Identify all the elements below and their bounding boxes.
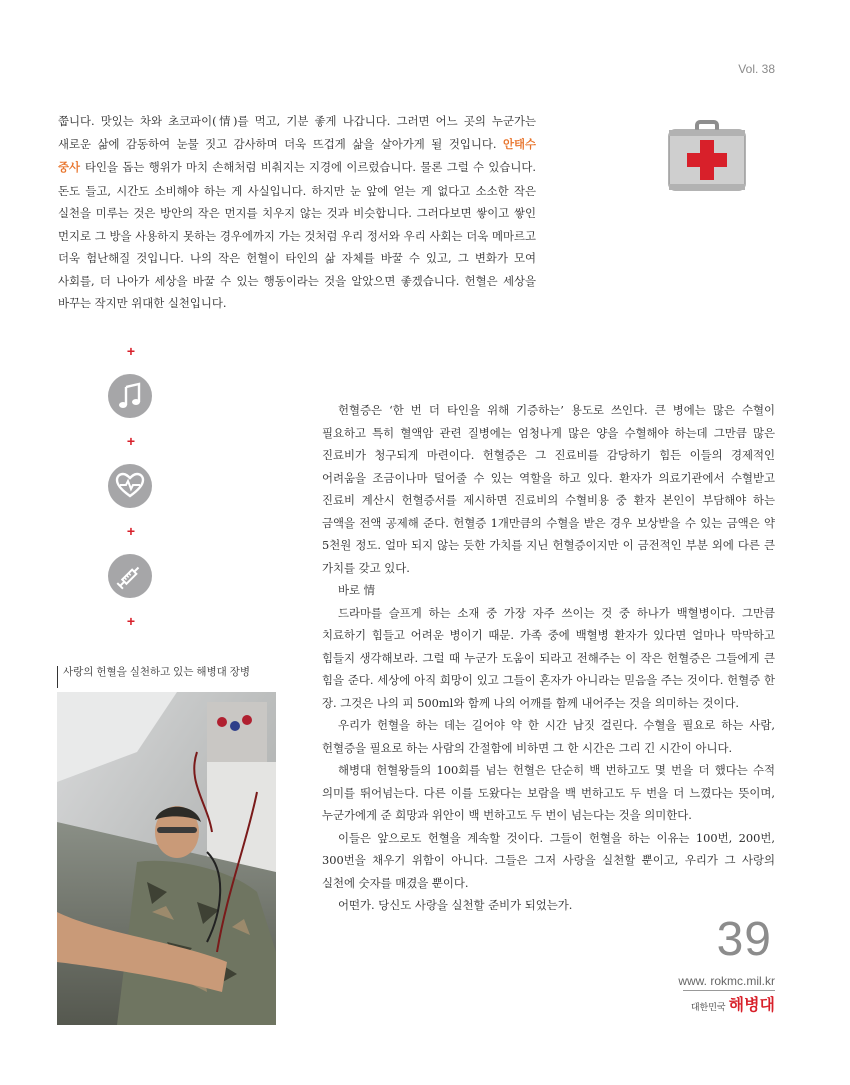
plus-icon: + (126, 433, 136, 449)
article-paragraph: 헌혈증은 ‘한 번 더 타인을 위해 기증하는’ 용도로 쓰인다. 큰 병에는 많은 수혈이 필요하고 특히 혈액암 관련 질병에는 엄청나게 많은 양을 수혈해야 하는데 그만큼 많은 진료비가 청구되게 마련이다. 헌혈증은 그 진료비를 감당하기 힘든 이들의 경제적인 어려움을 조금이나마 덜어줄 수 있는 역할을 하고 있다. 환자가 의료기관에서 수혈받고 진료비 계산시 헌혈증서를 제시하면 진료비의 수혈비용 중 환자 본인이 부담해야 하는 금액을 전액 공제해 준다. 헌혈증 1개만큼의 수혈을 받은 경우 보상받을 수 있는 금액은 약 5천원 정도. 얼마 되지 않는 듯한 가치를 지닌 헌혈증이지만 이 금전적인 부분 외에 다른 큰 가치를 갖고 있다. (322, 403, 775, 575)
website-url: www. rokmc.mil.kr (678, 974, 775, 988)
photo-illustration (57, 692, 276, 1025)
music-note-icon (108, 374, 152, 418)
plus-icon: + (126, 523, 136, 539)
main-article (322, 399, 775, 917)
article-paragraph: 우리가 헌혈을 하는 데는 길어야 약 한 시간 남짓 걸린다. 수혈을 필요로 하는 사람, 헌혈증을 필요로 하는 사람의 간절함에 비하면 그 한 시간은 그리 긴 시간이 아니다. (322, 718, 775, 755)
brand-name: 해병대 (728, 997, 775, 1014)
article-paragraph: 이들은 앞으로도 헌혈을 계속할 것이다. 그들이 헌혈을 하는 이유는 100번, 200번, 300번을 채우기 위함이 아니다. 그들은 그저 사랑을 실천할 뿐이고, 우리가 그 사랑의 실천에 숫자를 매겼을 뿐이다. (322, 830, 775, 890)
top-section (58, 110, 536, 315)
plus-icon: + (126, 343, 136, 359)
article-paragraph: 어떤가. 당신도 사랑을 실천할 준비가 되었는가. (338, 898, 573, 912)
page-number: 39 (716, 913, 772, 966)
first-aid-kit-icon (667, 120, 747, 192)
photo-blood-donation (57, 692, 276, 1025)
speaker-name: 안태수 중사 (58, 138, 537, 174)
article-paragraph: 해병대 헌혈왕들의 100회를 넘는 헌혈은 단순히 백 번하고도 몇 번을 더 했다는 수적 의미를 뛰어넘는다. 다른 이를 도왔다는 보람을 백 번하고도 두 번을 더 느꼈다는 뜻이며, 누군가에게 준 희망과 위안이 백 번하고도 두 번이 넘는다는 것을 의미한다. (322, 763, 775, 822)
heart-pulse-icon (108, 464, 152, 508)
footer-divider (683, 990, 775, 991)
article-paragraph: 드라마를 슬프게 하는 소재 중 가장 자주 쓰이는 것 중 하나가 백혈병이다. 그만큼 치료하기 힘들고 어려운 병이기 때문. 가족 중에 백혈병 환자가 있다면 얼마나 막막하고 힘들지 생각해보라. 그럴 때 누군가 도움이 되라고 전해주는 이 작은 헌혈증은 그들에게 큰 힘을 준다. 세상에 아직 희망이 있고 그들이 혼자가 아니라는 믿음을 주는 것이다. 헌혈증 한 장. 그것은 나의 피 500ml와 함께 나의 어깨를 함께 내어주는 것을 의미하는 것이다. (322, 605, 775, 710)
plus-icon: + (126, 613, 136, 629)
brand-prefix: 대한민국 (690, 1002, 726, 1012)
photo-caption: 사랑의 헌혈을 실천하고 있는 해병대 장병 (57, 666, 250, 688)
speaker-paragraph: 타인을 돕는 행위가 마치 손해처럼 비춰지는 지경에 이르렀습니다. 물론 그럴 수 있습니다. 돈도 들고, 시간도 소비해야 하는 게 사실입니다. 하지만 눈 앞에 얻는 게 없다고 소소한 작은 실천을 미루는 것은 방안의 작은 먼지를 치우지 않는 것과 비슷합니다. 그러다보면 쌓이고 쌓인 먼지로 그 방을 사용하지 못하는 경우에까지 가는 것처럼 우리 정서와 우리 사회는 더욱 메마르고 더욱 험난해질 것입니다. 나의 작은 헌혈이 타인의 삶 자체를 바꿀 수 있고, 그 변화가 모여 사회를, 더 나아가 세상을 바꿀 수 있는 행동이라는 것을 알았으면 좋겠습니다. 헌혈은 세상을 바꾸는 작지만 위대한 실천입니다. (58, 160, 536, 310)
brand-logo (691, 992, 775, 1015)
article-paragraph: 바로 情 (338, 583, 376, 597)
syringe-icon (108, 554, 152, 598)
volume-label: Vol. 38 (738, 62, 775, 76)
top-paragraph-start: 쭙니다. 맛있는 차와 초코파이(情)를 먹고, 기분 좋게 나갑니다. 그러면 어느 곳의 누군가는 새로운 삶에 감동하여 눈물 짓고 감사하며 더욱 뜨겁게 삶을 살아가게 될 것입니다. (58, 114, 536, 151)
